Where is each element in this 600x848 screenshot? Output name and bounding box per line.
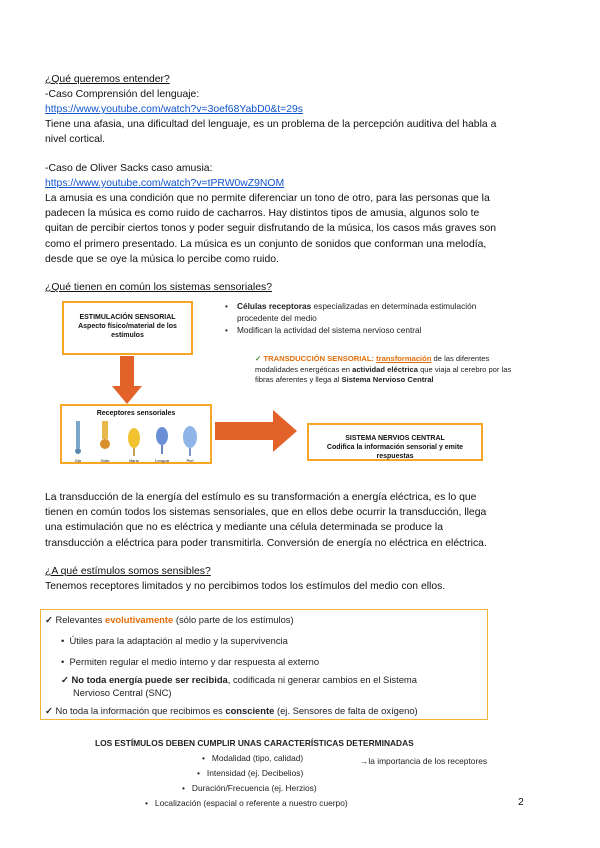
bullet-receptor-cells: • Células receptoras especializadas en determinada estimulación procedente del medio: [225, 301, 505, 324]
cns-box-title: SISTEMA NERVIOS CENTRAL: [345, 435, 445, 442]
receptor-cell-icon: [75, 421, 81, 454]
section1-heading: ¿Qué queremos entender?: [45, 74, 170, 85]
case1-text-line2: nivel cortical.: [45, 134, 106, 145]
stimulation-box: [62, 301, 193, 355]
case2-line: desde que se oye la música lo percibe como ruido.: [45, 253, 279, 265]
receptors-side-note: →la importancia de los receptores: [360, 756, 488, 766]
case1-text-line1: Tiene una afasia, una dificultad del lenguaje, es un problema de la percepción auditiva del habla a: [45, 119, 497, 130]
receptor-label: Nariz: [129, 458, 139, 463]
receptor-cell-icon: [100, 421, 110, 449]
section2-line: La transducción de la energía del estímulo es su transformación a energía eléctrica, es lo que: [45, 492, 477, 503]
sub-item-adaptation: • Útiles para la adaptación al medio y la supervivencia: [61, 635, 288, 646]
case2-link[interactable]: https://www.youtube.com/watch?v=tPRW0wZ9NOM: [45, 178, 285, 189]
stimuli-relevance-box: [40, 609, 488, 720]
stimulation-box-title: ESTIMULACIÓN SENSORIAL: [79, 314, 176, 321]
section3-intro: Tenemos receptores limitados y no percibimos todos los estímulos del medio con ellos.: [45, 581, 446, 592]
case2-line: quitan de percibir ciertos tonos y poder seguir disfrutando de la música, los casos más graves son: [45, 223, 497, 235]
receptor-cells-illustration: [62, 418, 210, 464]
section3-heading: ¿A qué estímulos somos sensibles?: [45, 566, 211, 577]
section2-paragraph: [45, 490, 515, 551]
bullet-icon: •: [182, 783, 192, 793]
figure-bullets: [225, 301, 505, 337]
section2-heading: ¿Qué tienen en común los sistemas sensoriales?: [45, 282, 272, 293]
receptor-cell-icon: [183, 426, 197, 456]
bullet-modify-activity: • Modifican la actividad del sistema nervioso central: [225, 325, 505, 337]
receptor-label: Piel: [186, 458, 194, 463]
bullet-icon: •: [197, 768, 207, 778]
receptors-box-title: Receptores sensoriales: [96, 410, 176, 417]
sub-item-regulation: • Permiten regular el medio interno y dar respuesta al externo: [61, 656, 320, 667]
case2-title: -Caso de Oliver Sacks caso amusia:: [45, 163, 213, 174]
characteristic-item: • Localización (espacial o referente a nuestro cuerpo): [145, 798, 348, 808]
cns-box: [307, 423, 483, 461]
case2-paragraph: [45, 191, 515, 267]
case2-line: padecen la música es como ruido de cacharros. Hay distintos tipos de amusia, algunos solo te: [45, 208, 480, 220]
receptor-cell-icon: [128, 428, 140, 456]
case1-title: -Caso Comprensión del lenguaje:: [45, 89, 200, 100]
bullet-icon: •: [61, 656, 70, 667]
case2-line: como el primero presentado. La música es un conjunto de sonidos que conforman una melodía,: [45, 238, 487, 250]
checkmark-icon: ✓: [45, 705, 56, 716]
section2-line: una estimulación que no es eléctrica y mediante una célula determinada se produce la: [45, 522, 443, 534]
characteristics-title: LOS ESTÍMULOS DEBEN CUMPLIR UNAS CARACTERÍSTICAS DETERMINADAS: [95, 738, 414, 748]
checkmark-icon: ✓: [61, 674, 72, 685]
transduction-note: ✓ TRANSDUCCIÓN SENSORIAL: transformación de las diferentes modalidades energéticas en actividad eléctrica que viaja al cerebro por las fibras aferentes y llega al Sistema Nervioso Central: [255, 354, 512, 384]
receptor-cell-icon: [156, 427, 168, 454]
receptor-label: Ojo: [74, 458, 82, 463]
item-conscious: ✓ No toda la información que recibimos es consciente (ej. Sensores de falta de oxígeno): [45, 705, 418, 716]
cns-box-sub: Codifica la información sensorial y emite respuestas: [326, 444, 464, 460]
receptor-label: Oído: [100, 458, 110, 463]
bullet-icon: •: [61, 635, 70, 646]
checkmark-icon: ✓: [255, 354, 264, 363]
arrow-down: [112, 356, 142, 404]
characteristic-item: • Modalidad (tipo, calidad): [202, 753, 304, 763]
item-relevant: ✓ Relevantes evolutivamente (sólo parte de los estímulos): [45, 614, 294, 625]
section2-line: transducción a eléctrica para poder transmitirla. Conversión de energía no eléctrica en eléctrica.: [45, 537, 487, 549]
bullet-icon: •: [202, 753, 212, 763]
case2-line: La amusia es una condición que no permite diferenciar un tono de otro, para las personas que la: [45, 193, 490, 204]
receptor-label: Lengua: [154, 458, 170, 463]
case1-link[interactable]: https://www.youtube.com/watch?v=3oef68YabD0&t=29s: [45, 104, 303, 115]
page-number: 2: [518, 797, 524, 808]
bullet-icon: •: [145, 798, 155, 808]
characteristic-item: • Intensidad (ej. Decibelios): [197, 768, 304, 778]
checkmark-icon: ✓: [45, 614, 56, 625]
receptors-box: [60, 404, 212, 464]
characteristic-item: • Duración/Frecuencia (ej. Herzios): [182, 783, 317, 793]
stimulation-box-sub: Aspecto físico/material de los estímulos: [78, 323, 177, 339]
sub-item-energy: ✓ No toda energía puede ser recibida, codificada ni generar cambios en el Sistema Nervioso Central (SNC): [61, 674, 417, 698]
section2-line: tienen en común todos los sistemas sensoriales, que en ellos debe ocurrir la transducción, llega: [45, 507, 487, 519]
arrow-right: [215, 410, 297, 452]
